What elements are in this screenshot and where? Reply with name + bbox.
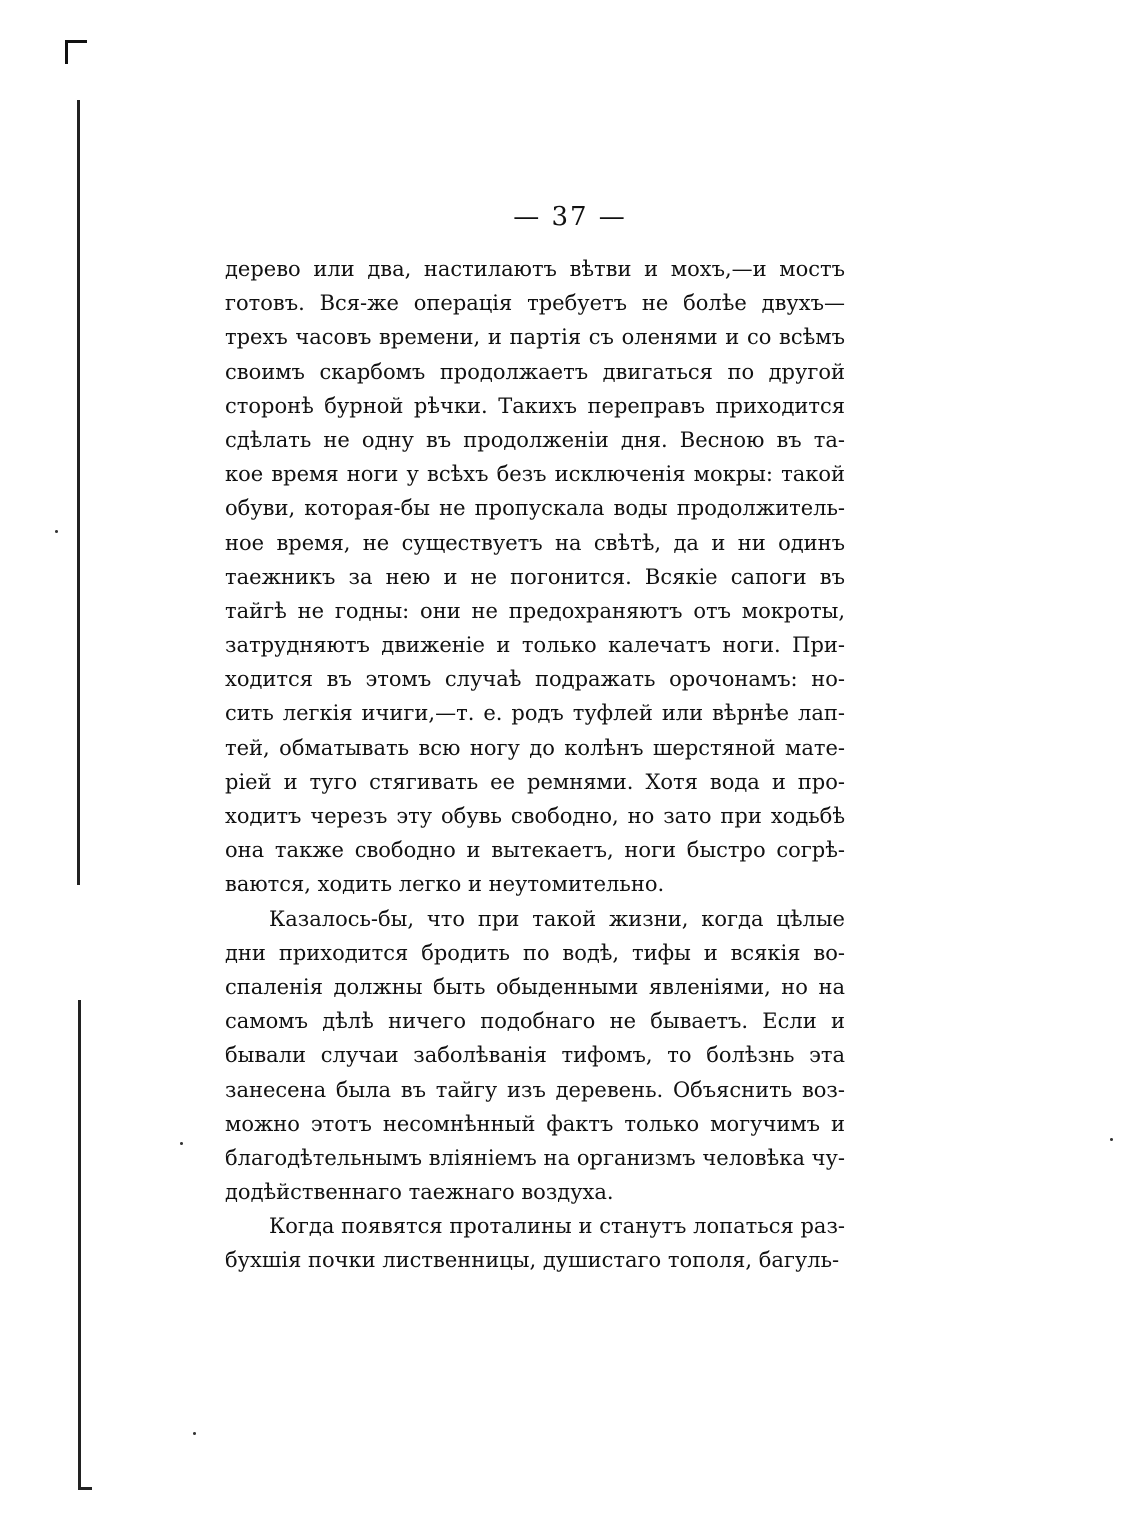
scan-speck <box>1110 1138 1113 1141</box>
text-line: тайгѣ не годны: они не предохраняютъ отъ мокроты, <box>225 598 845 623</box>
text-line: ваются, ходить легко и неутомительно. <box>225 872 665 897</box>
page-number: — 37 — <box>513 202 627 232</box>
corner-crop-mark <box>65 40 87 43</box>
text-line: дни приходится бродить по водѣ, тифы и всякія во- <box>225 940 845 965</box>
text-line: занесена была въ тайгу изъ деревень. Объяснить воз- <box>225 1077 845 1102</box>
text-line: можно этотъ несомнѣнный фактъ только могучимъ и <box>225 1111 845 1136</box>
text-line: ріей и туго стягивать ее ремнями. Хотя вода и про- <box>225 769 845 794</box>
text-line: тей, обматывать всю ногу до колѣнъ шерстяной мате- <box>225 735 845 760</box>
text-line: ходитъ черезъ эту обувь свободно, но зато при ходьбѣ <box>225 804 845 828</box>
paragraph <box>225 252 845 902</box>
text-line: ходится въ этомъ случаѣ подражать орочонамъ: но- <box>225 667 845 692</box>
text-line: готовъ. Вся-же операція требуетъ не болѣе двухъ— <box>225 291 845 316</box>
scan-speck <box>55 530 58 533</box>
text-line: сдѣлать не одну въ продолженіи дня. Весною въ та- <box>225 427 845 452</box>
paragraph <box>225 1209 845 1277</box>
text-line: она также свободно и вытекаетъ, ноги быстро согрѣ- <box>225 838 845 863</box>
scan-speck <box>193 1432 196 1435</box>
paragraph <box>225 902 845 1210</box>
binding-edge-line <box>77 100 80 885</box>
text-line: сторонѣ бурной рѣчки. Такихъ переправъ приходится <box>225 393 845 418</box>
text-line: трехъ часовъ времени, и партія съ оленями и со всѣмъ <box>225 325 845 350</box>
text-line: самомъ дѣлѣ ничего подобнаго не бываетъ. Если и <box>225 1009 845 1034</box>
corner-crop-mark <box>65 40 68 64</box>
text-line: ное время, не существуетъ на свѣтѣ, да и ни одинъ <box>225 530 845 555</box>
text-line: спаленія должны быть обыденными явленіями, но на <box>225 974 845 999</box>
text-line: Когда появятся проталины и станутъ лопаться раз- <box>269 1214 845 1239</box>
text-line: Казалось-бы, что при такой жизни, когда цѣлые <box>269 906 845 931</box>
text-line: кое время ноги у всѣхъ безъ исключенія мокры: такой <box>225 462 845 487</box>
body-text <box>225 252 845 1278</box>
binding-edge-line <box>78 1000 81 1490</box>
text-line: затрудняютъ движеніе и только калечатъ ноги. При- <box>225 633 845 658</box>
text-line: додѣйственнаго таежнаго воздуха. <box>225 1180 614 1205</box>
text-line: благодѣтельнымъ вліяніемъ на организмъ человѣка чу- <box>225 1145 845 1170</box>
text-line: сить легкія ичиги,—т. е. родъ туфлей или вѣрнѣе лап- <box>225 701 845 726</box>
text-line: дерево или два, настилаютъ вѣтви и мохъ,—и мостъ <box>225 257 845 281</box>
text-line: таежникъ за нею и не погонится. Всякіе сапоги въ <box>225 564 845 589</box>
text-line: бывали случаи заболѣванія тифомъ, то болѣзнь эта <box>225 1043 845 1068</box>
text-line: бухшія почки лиственницы, душистаго тополя, багуль- <box>225 1248 840 1273</box>
text-line: своимъ скарбомъ продолжаетъ двигаться по другой <box>225 359 845 384</box>
scan-speck <box>180 1142 183 1145</box>
binding-edge-foot <box>78 1487 92 1490</box>
text-line: обуви, которая-бы не пропускала воды продолжитель- <box>225 496 845 521</box>
